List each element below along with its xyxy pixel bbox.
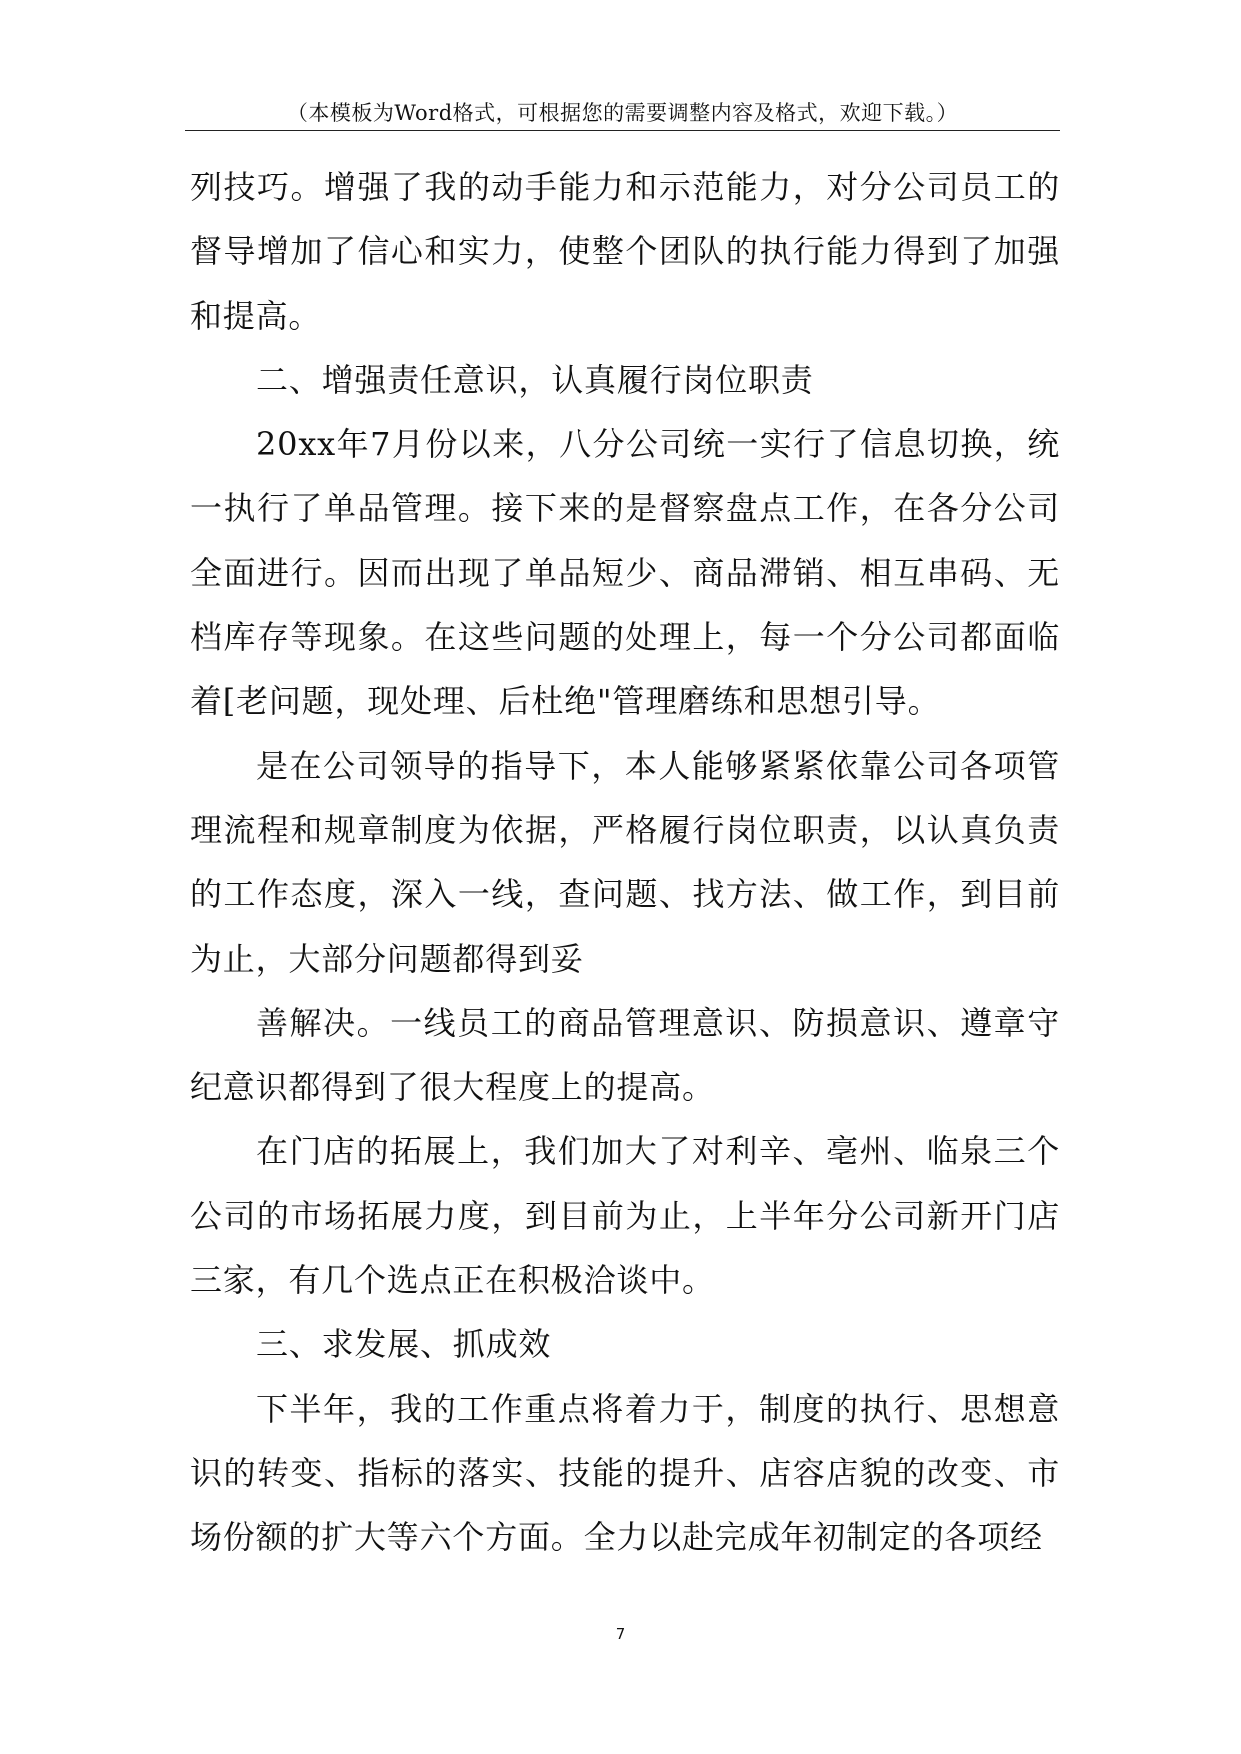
section-heading-2: 二、增强责任意识，认真履行岗位职责: [256, 360, 814, 399]
paragraph-5: 善解决。一线员工的商品管理意识、防损意识、遵章守纪意识都得到了很大程度上的提高。: [190, 1003, 1060, 1107]
page-number: 7: [615, 1625, 626, 1643]
paragraph-8: 下半年，我的工作重点将着力于，制度的执行、思想意识的转变、指标的落实、技能的提升、店容店貌的改变、市场份额的扩大等六个方面。全力以赴完成年初制定的各项经: [190, 1389, 1060, 1557]
header-divider: [185, 130, 1060, 131]
paragraph-3: 20xx年7月份以来，八分公司统一实行了信息切换，统一执行了单品管理。接下来的是督察盘点工作，在各分公司全面进行。因而出现了单品短少、商品滞销、相互串码、无档库存等现象。在这些问题的处理上，每一个分公司都面临着[老问题，现处理、后杜绝"管理磨练和思想引导。: [190, 425, 1060, 721]
paragraph-4: 是在公司领导的指导下，本人能够紧紧依靠公司各项管理流程和规章制度为依据，严格履行岗位职责，以认真负责的工作态度，深入一线，查问题、找方法、做工作，到目前为止，大部分问题都得到妥: [190, 746, 1060, 978]
document-body: [190, 155, 1060, 1570]
paragraph-1: 列技巧。增强了我的动手能力和示范能力，对分公司员工的督导增加了信心和实力，使整个团队的执行能力得到了加强和提高。: [190, 168, 1060, 335]
template-note-header: （本模板为Word格式，可根据您的需要调整内容及格式，欢迎下载。）: [286, 101, 959, 125]
paragraph-6: 在门店的拓展上，我们加大了对利辛、亳州、临泉三个公司的市场拓展力度，到目前为止，上半年分公司新开门店三家，有几个选点正在积极洽谈中。: [190, 1132, 1060, 1300]
section-heading-3: 三、求发展、抓成效: [256, 1325, 552, 1364]
